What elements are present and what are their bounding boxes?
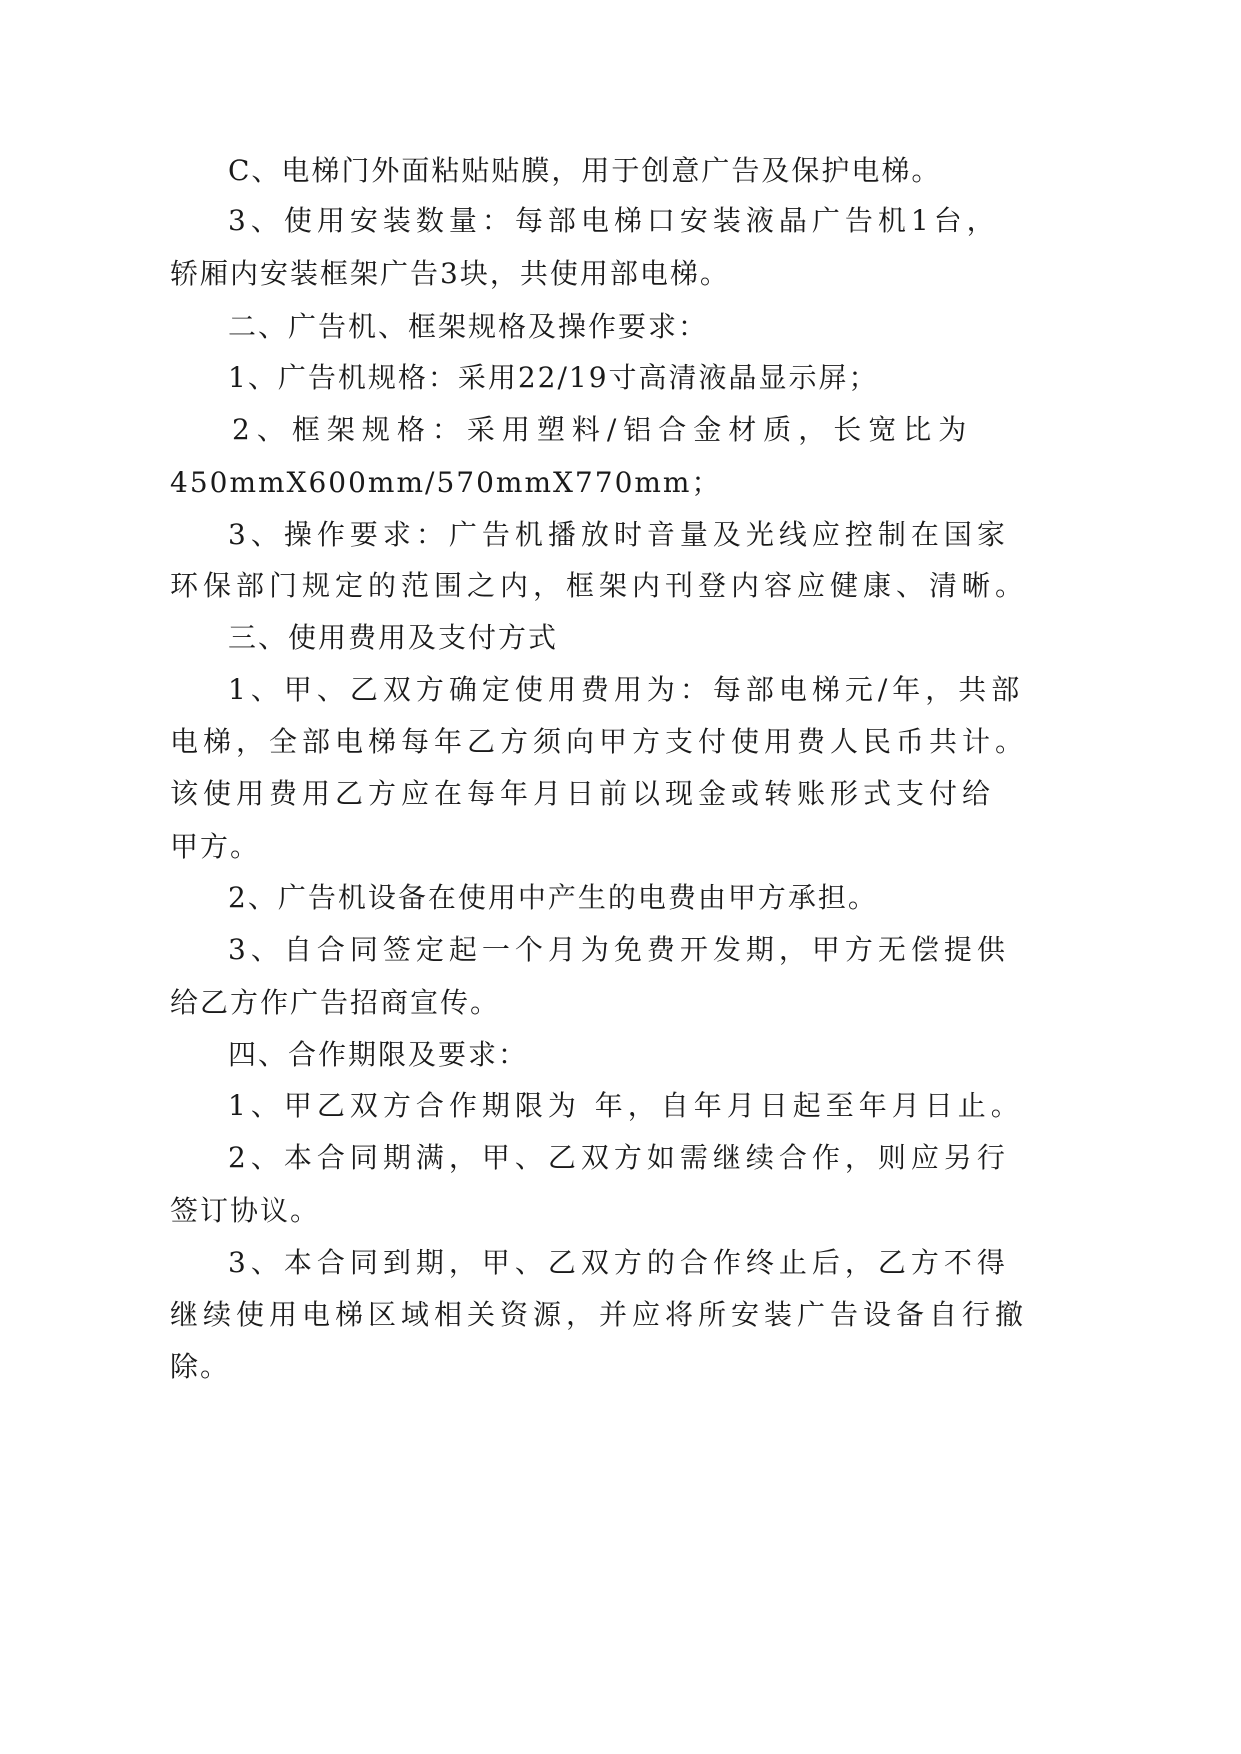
text-line: C、电梯门外面粘贴贴膜，用于创意广告及保护电梯。 — [228, 154, 942, 187]
section-heading: 四、合作期限及要求： — [228, 1038, 529, 1071]
text-line: 甲方。 — [170, 830, 261, 863]
text-line: 3、操作要求：广告机播放时音量及光线应控制在国家 — [228, 518, 1010, 551]
text-line: 1、甲乙双方合作期限为 年，自年月日起至年月日止。 — [228, 1089, 1024, 1122]
text-line: 3、本合同到期，甲、乙双方的合作终止后，乙方不得 — [228, 1246, 1010, 1279]
text-line: 继续使用电梯区域相关资源，并应将所安装广告设备自行撤 — [170, 1298, 1029, 1331]
text-line: 电梯，全部电梯每年乙方须向甲方支付使用费人民币共计。 — [170, 725, 1029, 758]
text-line: 3、自合同签定起一个月为免费开发期，甲方无偿提供 — [228, 933, 1010, 966]
text-line: 轿厢内安装框架广告3块，共使用部电梯。 — [170, 257, 730, 290]
text-line: 除。 — [170, 1350, 231, 1383]
text-line: 2、本合同期满，甲、乙双方如需继续合作，则应另行 — [228, 1141, 1010, 1174]
text-line: 1、广告机规格：采用22/19寸高清液晶显示屏； — [228, 361, 879, 394]
text-line: 2、广告机设备在使用中产生的电费由甲方承担。 — [228, 881, 878, 914]
text-line: 450mmX600mm/570mmX770mm； — [170, 466, 722, 499]
text-line: 3、使用安装数量：每部电梯口安装液晶广告机1台， — [228, 204, 1000, 237]
text-line: 1、甲、乙双方确定使用费用为：每部电梯元/年，共部 — [228, 673, 1025, 706]
text-line: 该使用费用乙方应在每年月日前以现金或转账形式支付给 — [170, 777, 996, 810]
text-line: 给乙方作广告招商宣传。 — [170, 986, 501, 1019]
text-line: 签订协议。 — [170, 1194, 321, 1227]
text-line: 二、广告机、框架规格及操作要求： — [228, 310, 709, 343]
text-line: 环保部门规定的范围之内，框架内刊登内容应健康、清晰。 — [170, 569, 1029, 602]
section-heading: 三、使用费用及支付方式 — [228, 621, 559, 654]
text-line: 2、框架规格：采用塑料/铝合金材质，长宽比为 — [232, 413, 974, 446]
